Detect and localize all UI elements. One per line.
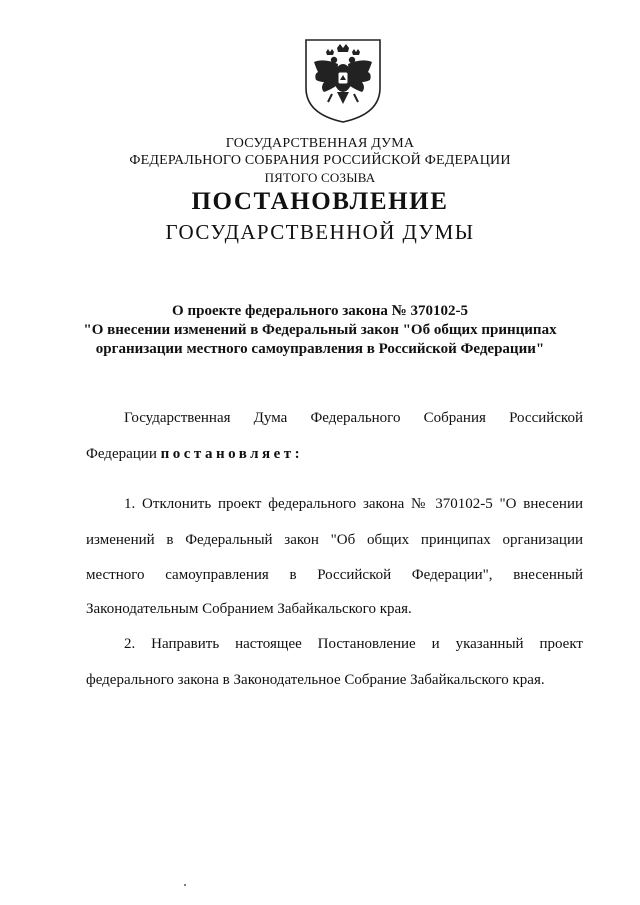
preamble-line-1: Государственная Дума Федерального Собрания Российской: [124, 410, 583, 426]
subject-line-1: О проекте федерального закона № 370102-5: [172, 303, 468, 319]
preamble-line-2: [86, 444, 303, 464]
document-issuer-title: ГОСУДАРСТВЕННОЙ ДУМЫ: [165, 220, 475, 244]
issuer-name-line: ГОСУДАРСТВЕННАЯ ДУМА: [225, 136, 415, 151]
preamble-resolves-text: постановляет:: [160, 446, 304, 462]
item1-line-1: 1. Отклонить проект федерального закона № 370102-5 "О внесении: [124, 496, 583, 512]
item1-line-3: местного самоуправления в Российской Федерации", внесенный: [86, 567, 583, 583]
document-type-title: ПОСТАНОВЛЕНИЕ: [191, 188, 449, 215]
scan-speck: [184, 884, 186, 886]
subject-line-3: организации местного самоуправления в Российской Федерации": [95, 341, 545, 357]
item2-line-1: 2. Направить настоящее Постановление и указанный проект: [124, 636, 583, 652]
issuer-assembly-line: ФЕДЕРАЛЬНОГО СОБРАНИЯ РОССИЙСКОЙ ФЕДЕРАЦИИ: [129, 153, 511, 168]
coat-of-arms-icon: [304, 38, 382, 124]
subject-line-2: "О внесении изменений в Федеральный закон "Об общих принципах: [83, 322, 557, 338]
item2-line-2: федерального закона в Законодательное Собрание Забайкальского края.: [86, 672, 545, 688]
convocation-line: ПЯТОГО СОЗЫВА: [264, 170, 376, 185]
item1-line-4: Законодательным Собранием Забайкальского края.: [86, 601, 412, 617]
preamble-federation-text: Федерации: [86, 446, 157, 462]
item1-line-2: изменений в Федеральный закон "Об общих принципах организации: [86, 532, 583, 548]
